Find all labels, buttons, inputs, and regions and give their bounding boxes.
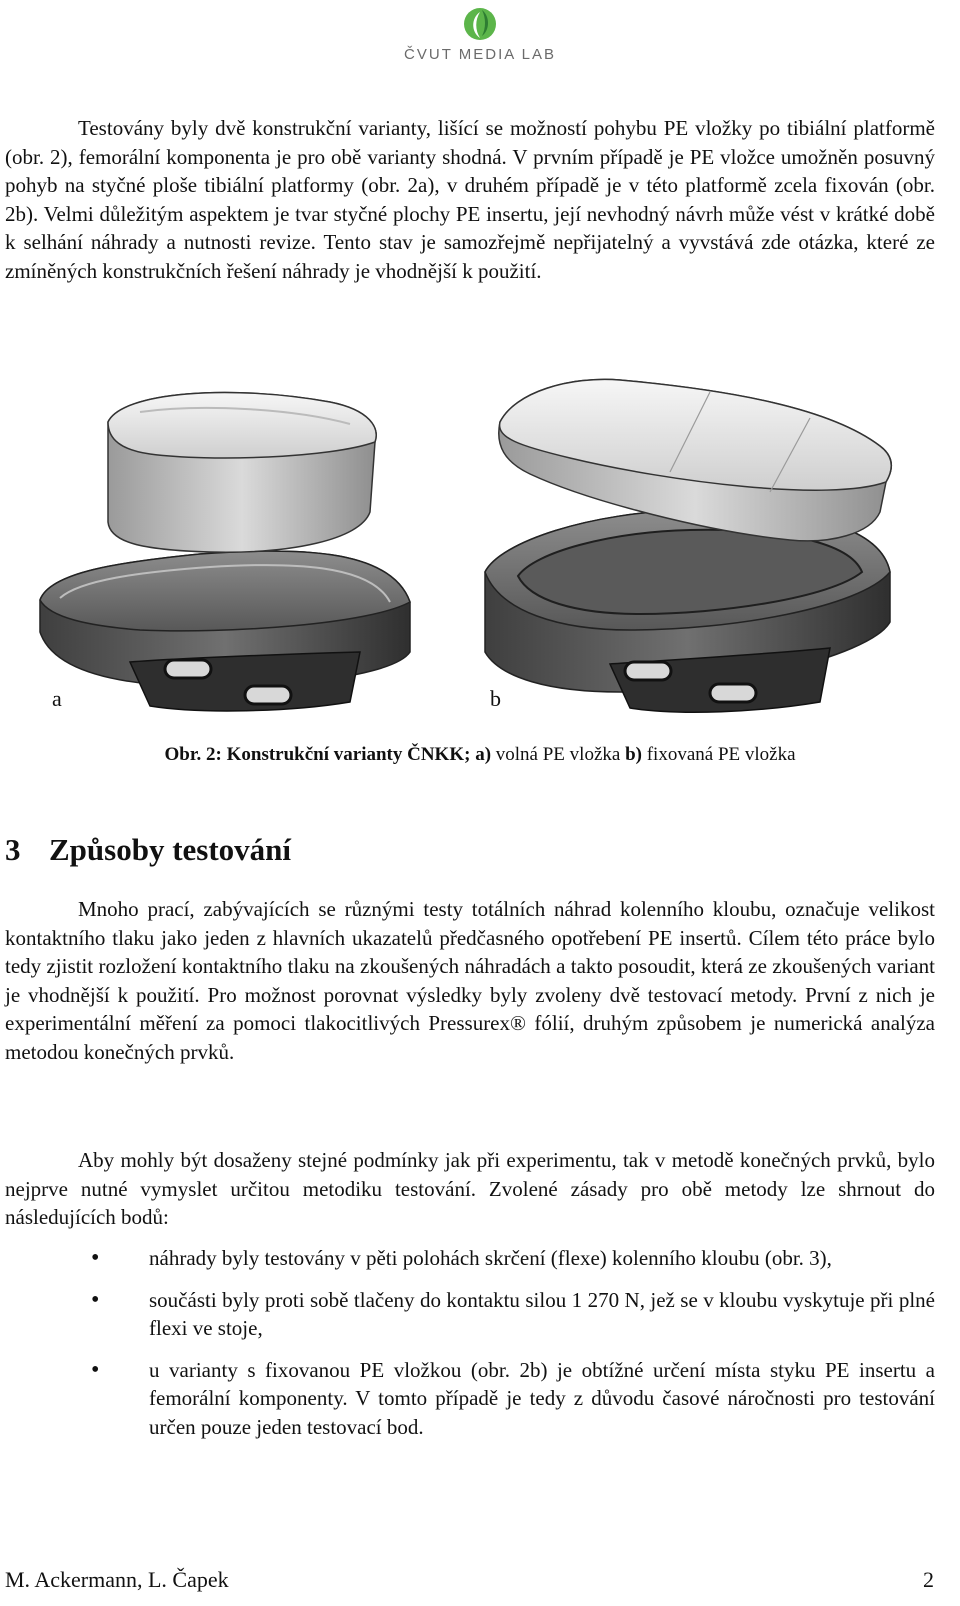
bullet-icon: • [91,1286,100,1313]
list-item [5,1286,935,1343]
methods-text: Mnoho prací, zabývajících se různými testy totálních náhrad kolenního kloubu, označuje velikost kontaktního tlaku jako jeden z hlavních ukazatelů předčasného opotřebení PE insertů. Cílem této práce bylo tedy zjistit rozložení kontaktního tlaku na zkoušených náhradách a takto posoudit, která ze zkoušených variant je vhodnější k použití. Pro možnost porovnat výsledky byly zvoleny dvě testovací metody. První z nich je experimentální měření za pomoci tlakocitlivých Pressurex® fólií, druhým způsobem je numerická analýza metodou konečných prvků. [5,897,935,1064]
caption-b-key: b) [625,744,642,765]
list-item-text: u varianty s fixovanou PE vložkou (obr. 2b) je obtížné určení místa styku PE insertu a femorální komponenty. V tomto případě je tedy z důvodu časové náročnosti pro testování určen pouze jeden testovací bod. [149,1357,935,1439]
bullet-icon: • [91,1356,100,1383]
section-number: 3 [5,832,21,867]
page-header [0,4,960,63]
figure-label-b: b [490,686,501,711]
tibial-platform-a [40,551,410,711]
figure-knee-prosthesis-variants [30,362,910,732]
list-item-text: součásti byly proti sobě tlačeny do kontaktu silou 1 270 N, jež se v kloubu vyskytuje při plné flexi ve stoje, [149,1287,935,1340]
pe-insert-b [499,379,892,540]
list-item-text: náhrady byly testovány v pěti polohách skrčení (flexe) kolenního kloubu (obr. 3), [149,1246,832,1270]
conditions-text: Aby mohly být dosaženy stejné podmínky jak při experimentu, tak v metodě konečných prvků, bylo nejprve nutné vymyslet určitou metodiku testování. Zvolené zásady pro obě metody lze shrnout do následujících bodů: [5,1148,935,1229]
footer-page-number: 2 [923,1567,934,1592]
list-item [5,1244,935,1273]
media-lab-logo-icon [460,4,500,44]
caption-prefix: Obr. 2: Konstrukční varianty ČNKK; [164,744,471,765]
section-title: Způsoby testování [49,832,292,867]
intro-text: Testovány byly dvě konstrukční varianty, lišící se možností pohybu PE vložky po tibiální platformě (obr. 2), femorální komponenta je pro obě varianty shodná. V prvním případě je PE vložce umožněn posuvný pohyb na styčné ploše tibiální platformy (obr. 2a), v druhém případě je v této platformě zcela fixován (obr. 2b). Velmi důležitým aspektem je tvar styčné plochy PE insertu, její nevhodný návrh může vést v krátké době k selhání náhrady a nutnosti revize. Tento stav je samozřejmě nepřijatelný a vyvstává zde otázka, které ze zmíněných konstrukčních řešení náhrady je vhodnější k použití. [5,116,935,283]
section-heading [5,832,291,868]
pe-insert-a [108,392,376,552]
figure-caption [0,744,960,766]
conditions-list [5,1244,935,1454]
logo-text: ČVUT MEDIA LAB [404,46,556,63]
conditions-paragraph [5,1146,935,1232]
caption-b-text: fixovaná PE vložka [641,744,796,765]
intro-paragraph [5,114,935,285]
list-item [5,1356,935,1442]
caption-a-text: volná PE vložka [491,744,626,765]
footer-authors: M. Ackermann, L. Čapek [5,1567,229,1592]
methods-paragraph [5,895,935,1066]
caption-a-key: a) [475,744,492,765]
bullet-icon: • [91,1245,100,1271]
figure-label-a: a [52,686,62,711]
